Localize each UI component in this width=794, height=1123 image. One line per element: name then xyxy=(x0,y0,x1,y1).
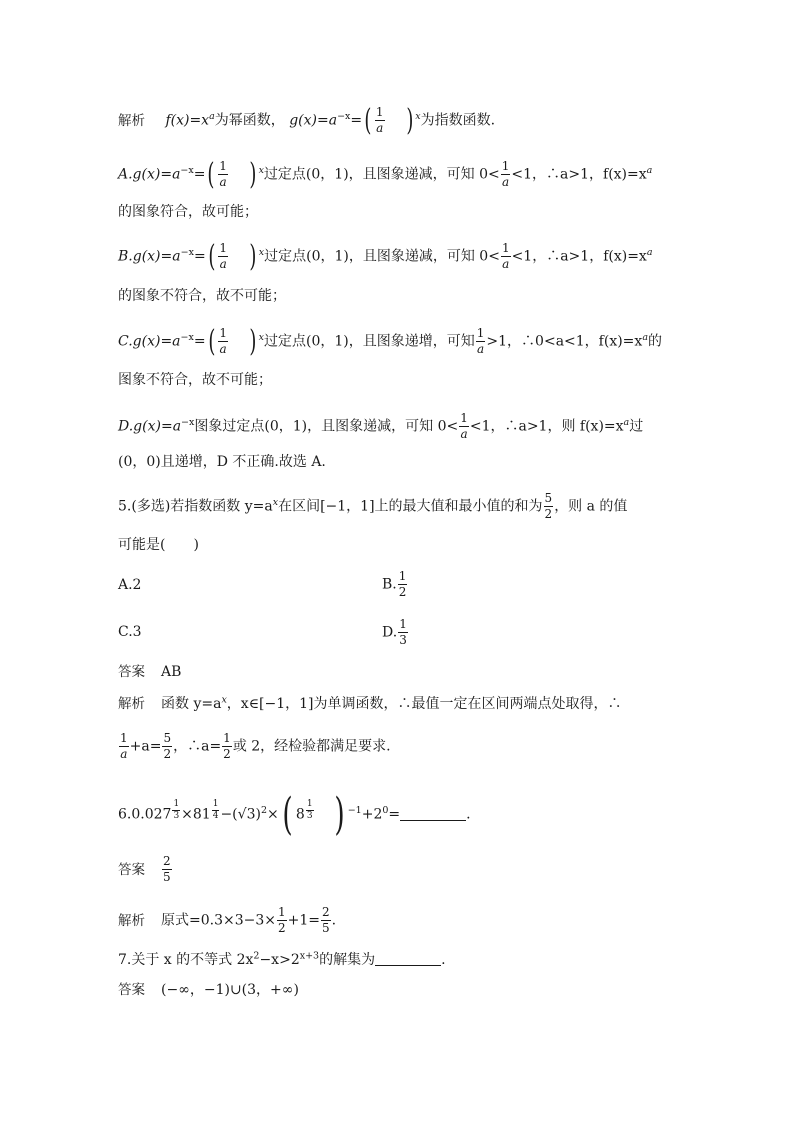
solution-6: 解析 原式=0.3×3−3× $\frac{1}{2}$ +1= $\frac{2}{5}$ . xyxy=(118,905,337,935)
option-d-line: $D.g(x)=a^{-x}$图象过定点(0，1)，且图象递减，可知 0< $\frac{1}{a}$ <1，∴a>1，则 $f(x)=x^a$过 xyxy=(118,411,644,441)
choice-a: A.2 xyxy=(118,577,142,593)
option-a-line: $A.g(x)=a^{-x}=$( $\frac{1}{a}$ ) $^x$过定点(0，1)，且图象递减，可知 0< $\frac{1}{a}$ <1，∴a>1，$f(x)=x^a$ xyxy=(118,156,653,192)
answer-blank-6 xyxy=(400,806,466,821)
choice-b: B. $\frac{1}{2}$ xyxy=(382,569,407,599)
answer-blank-7 xyxy=(375,951,441,966)
answer-7: 答案 (−∞，−1)∪(3，+∞) xyxy=(118,982,299,998)
solution-5: 解析 函数 $y=a^x$，x∈[−1，1]为单调函数，∴最值一定在区间两端点处取得，∴ xyxy=(118,694,622,712)
question-6: 6.0.027 $^{\frac{1}{3}}$ ×81 $^{\frac{1}{4}}$ $-(√3)^2\times$( 8 $^{\frac{1}{3}}$ ) $^{-1}+2^0=$ . xyxy=(118,788,471,840)
option-d-cont: (0，0)且递增，D 不正确.故选 A. xyxy=(118,454,326,470)
solution-4-intro: 解析 $f(x)=x^a$为幂函数， $g(x)=a^{-x}=$( $\frac{1}{a}$ ) $^x$为指数函数. xyxy=(118,102,496,138)
option-c-cont: 图象不符合，故不可能； xyxy=(118,372,272,388)
option-c-line: $C.g(x)=a^{-x}=$( $\frac{1}{a}$ ) $^x$过定点(0，1)，且图象递增，可知 $\frac{1}{a}$ >1，∴0<a<1，$f(x)=x^a$的 xyxy=(118,323,662,359)
question-7: 7.关于 x 的不等式 $2x^2-x>2^{x+3}$的解集为 . xyxy=(118,950,446,968)
option-b-line: $B.g(x)=a^{-x}=$( $\frac{1}{a}$ ) $^x$过定点(0，1)，且图象递减，可知 0< $\frac{1}{a}$ <1，∴a>1，$f(x)=x^a$ xyxy=(118,238,653,274)
option-a-cont: 的图象符合，故可能； xyxy=(118,204,258,220)
answer-5: 答案 AB xyxy=(118,664,182,680)
solution-5-cont: $\frac{1}{a}$ +a= $\frac{5}{2}$ ，∴a= $\frac{1}{2}$ 或 2，经检验都满足要求. xyxy=(120,731,391,761)
question-5-cont: 可能是( ) xyxy=(118,537,199,553)
option-b-cont: 的图象不符合，故不可能； xyxy=(118,288,286,304)
choice-c: C.3 xyxy=(118,624,142,640)
answer-6: 答案 $\frac{2}{5}$ xyxy=(118,854,171,884)
choice-d: D. $\frac{1}{3}$ xyxy=(382,617,407,647)
question-5: 5.(多选)若指数函数 $y=a^x$在区间[−1，1]上的最大值和最小值的和为 $\frac{5}{2}$ ，则 a 的值 xyxy=(118,491,628,521)
